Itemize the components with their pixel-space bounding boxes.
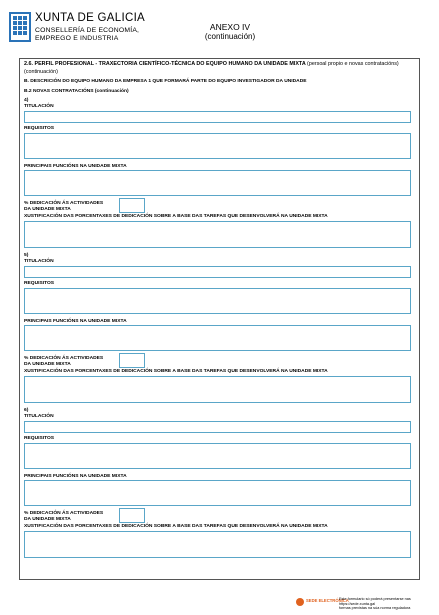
dedicacion-label-line1: % DEDICACIÓN ÁS ACTIVIDADES <box>24 356 104 361</box>
dedicacion-field[interactable] <box>119 198 145 213</box>
titulacion-field[interactable] <box>24 266 411 278</box>
funcions-field[interactable] <box>24 170 411 196</box>
requisitos-field[interactable] <box>24 288 411 314</box>
org-name: XUNTA DE GALICIA <box>35 12 146 24</box>
dedicacion-label-line2: DA UNIDADE MIXTA <box>24 362 71 367</box>
titulacion-label: TITULACIÓN <box>24 259 54 264</box>
section-title-main: 2.6. PERFIL PROFESIONAL - TRAXECTORIA CIENTÍFICO-TÉCNICA DO EQUIPO HUMANO DA UNIDADE MIXTA <box>24 61 306 67</box>
subsection-b2: B.2 NOVAS CONTRATACIÓNS (continuación) <box>24 89 129 94</box>
xunta-logo-icon <box>9 12 31 42</box>
dedicacion-label <box>24 356 114 368</box>
requisitos-field[interactable] <box>24 133 411 159</box>
titulacion-label: TITULACIÓN <box>24 104 54 109</box>
xustificacion-label: XUSTIFICACIÓN DAS PORCENTAXES DE DEDICACIÓN SOBRE A BASE DAS TAREFAS QUE DESENVOLVERÁ NA UNIDADE MIXTA <box>24 524 328 529</box>
requisitos-field[interactable] <box>24 443 411 469</box>
funcions-label: PRINCIPAIS FUNCIÓNS NA UNIDADE MIXTA <box>24 319 127 324</box>
footer-brand: SEDE ELECTRÓNICA <box>306 598 349 603</box>
xustificacion-label: XUSTIFICACIÓN DAS PORCENTAXES DE DEDICACIÓN SOBRE A BASE DAS TAREFAS QUE DESENVOLVERÁ NA UNIDADE MIXTA <box>24 369 328 374</box>
entry-number: 6) <box>24 408 29 413</box>
subsection-b: B. DESCRICIÓN DO EQUIPO HUMANO DA EMPRESA 1 QUE FORMARÁ PARTE DO EQUIPO INVESTIGADOR DA UNIDADE <box>24 79 307 84</box>
xustificacion-field[interactable] <box>24 376 411 403</box>
sede-electronica-icon <box>296 598 304 606</box>
titulacion-field[interactable] <box>24 421 411 433</box>
footer-note-line1: Este formulario só poderá presentarse nas <box>339 597 411 601</box>
xustificacion-field[interactable] <box>24 221 411 248</box>
dedicacion-label <box>24 201 114 213</box>
dept-line-2: EMPREGO E INDUSTRIA <box>35 35 119 42</box>
titulacion-field[interactable] <box>24 111 411 123</box>
footer-note-line3: formas previstas na súa norma reguladora <box>339 606 411 611</box>
xustificacion-field[interactable] <box>24 531 411 558</box>
dedicacion-field[interactable] <box>119 353 145 368</box>
funcions-label: PRINCIPAIS FUNCIÓNS NA UNIDADE MIXTA <box>24 164 127 169</box>
dedicacion-label <box>24 511 114 523</box>
requisitos-label: REQUISITOS <box>24 126 55 131</box>
funcions-field[interactable] <box>24 325 411 351</box>
section-title <box>24 61 416 76</box>
dedicacion-field[interactable] <box>119 508 145 523</box>
dedicacion-label-line1: % DEDICACIÓN ÁS ACTIVIDADES <box>24 511 104 516</box>
annex-subtitle: (continuación) <box>204 32 256 41</box>
section-title-note: (persoal propio e novas contratacións) (continuación) <box>24 61 399 75</box>
titulacion-label: TITULACIÓN <box>24 414 54 419</box>
funcions-field[interactable] <box>24 480 411 506</box>
dedicacion-label-line2: DA UNIDADE MIXTA <box>24 517 71 522</box>
entry-number: 5) <box>24 253 29 258</box>
xustificacion-label: XUSTIFICACIÓN DAS PORCENTAXES DE DEDICACIÓN SOBRE A BASE DAS TAREFAS QUE DESENVOLVERÁ NA UNIDADE MIXTA <box>24 214 328 219</box>
annex-title: ANEXO IV <box>209 22 251 32</box>
requisitos-label: REQUISITOS <box>24 281 55 286</box>
funcions-label: PRINCIPAIS FUNCIÓNS NA UNIDADE MIXTA <box>24 474 127 479</box>
dedicacion-label-line1: % DEDICACIÓN ÁS ACTIVIDADES <box>24 201 104 206</box>
dept-line-1: CONSELLERÍA DE ECONOMÍA, <box>35 27 140 34</box>
dedicacion-label-line2: DA UNIDADE MIXTA <box>24 207 71 212</box>
entry-number: 4) <box>24 98 29 103</box>
footer-url[interactable]: https://sede.xunta.gal <box>339 601 376 606</box>
requisitos-label: REQUISITOS <box>24 436 55 441</box>
footer-note <box>339 597 437 611</box>
